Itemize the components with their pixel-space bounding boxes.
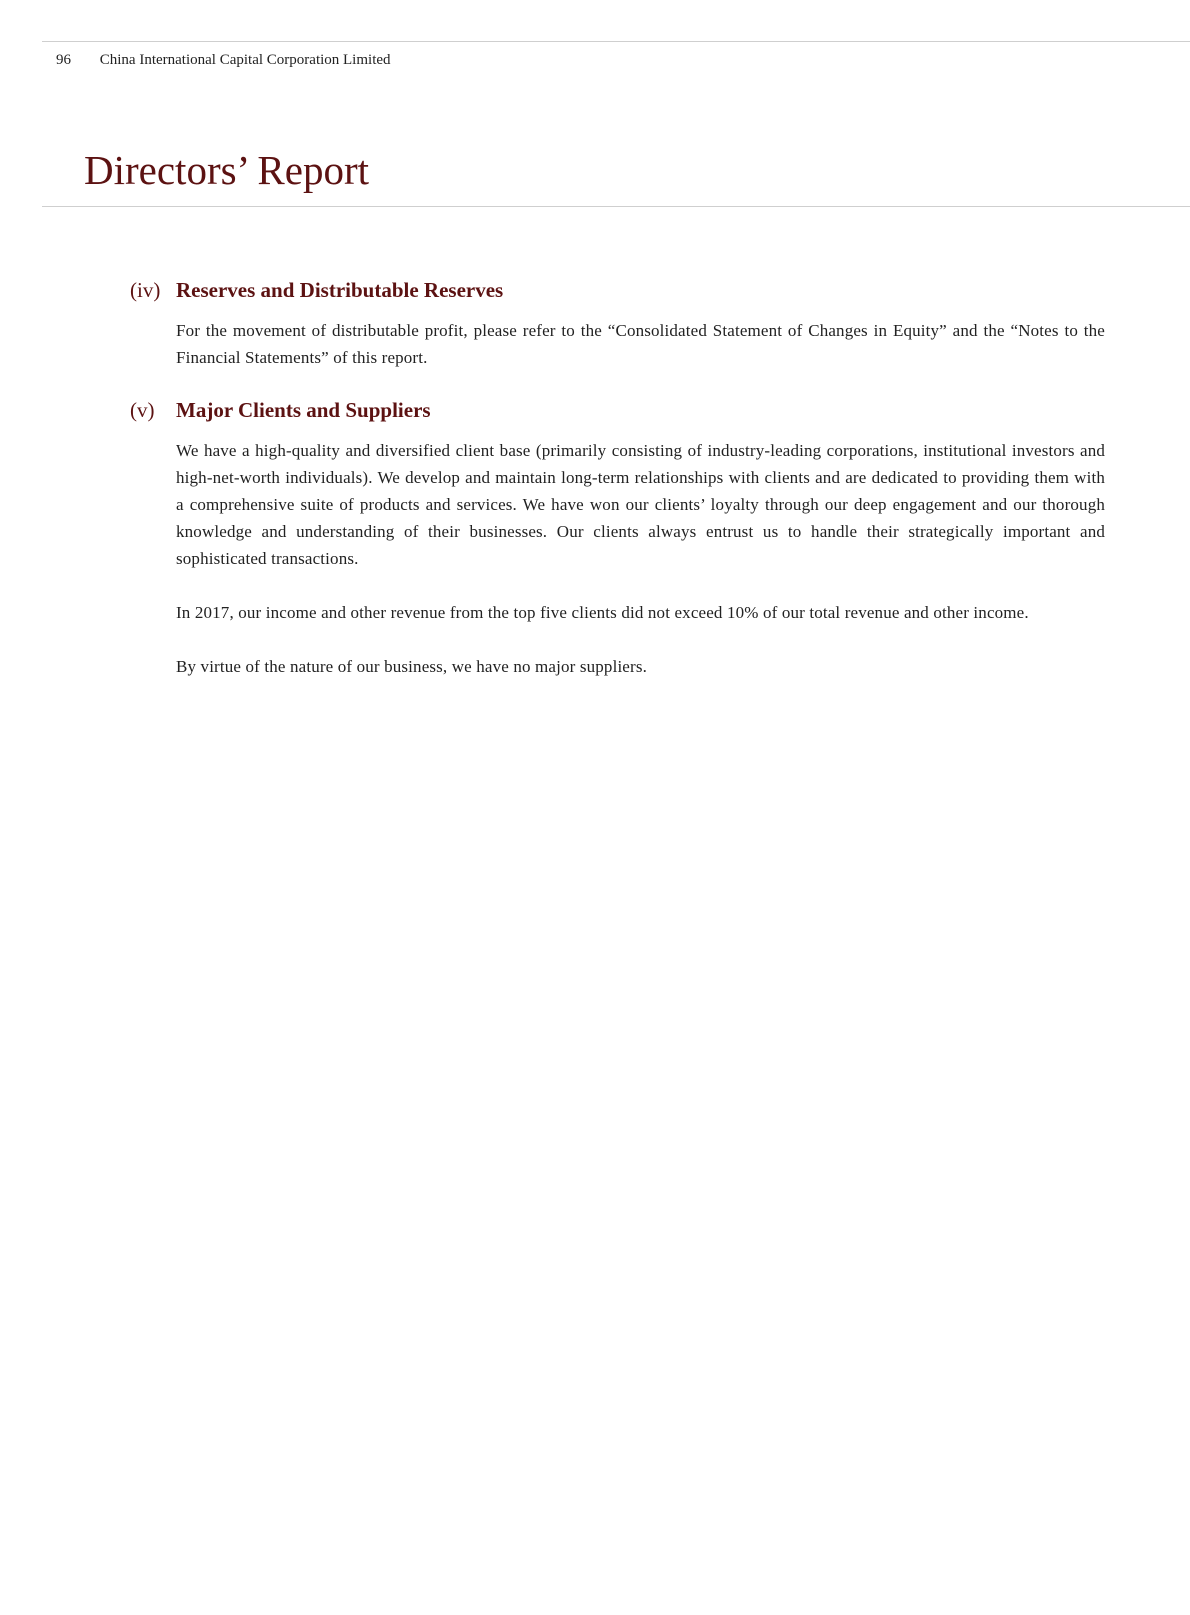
page-number: 96 [56, 52, 71, 68]
title-rule [42, 206, 1190, 207]
running-header [56, 52, 391, 69]
company-name: China International Capital Corporation Limited [99, 52, 391, 68]
section-heading [130, 398, 1105, 423]
paragraph: By virtue of the nature of our business, we have no major suppliers. [176, 657, 647, 676]
section-reserves [130, 278, 1105, 371]
header-rule [42, 41, 1190, 42]
section-number: (iv) [130, 278, 161, 302]
section-title: Major Clients and Suppliers [176, 398, 431, 422]
section-clients-suppliers [130, 398, 1105, 680]
paragraph: We have a high-quality and diversified client base (primarily consisting of industry-leading corporations, institutional investors and high-net-worth individuals). We develop and maintain long-term relationships with clients and are dedicated to providing them with a comprehensive suite of products and services. We have won our clients’ loyalty through our deep engagement and our thorough knowledge and understanding of their businesses. Our clients always entrust us to handle their strategically important and sophisticated transactions. [176, 441, 1105, 568]
report-body [130, 278, 1105, 707]
paragraph: For the movement of distributable profit, please refer to the “Consolidated Statement of Changes in Equity” and the “Notes to the Financial Statements” of this report. [176, 321, 1105, 367]
section-number: (v) [130, 398, 155, 422]
paragraph: In 2017, our income and other revenue from the top five clients did not exceed 10% of our total revenue and other income. [176, 603, 1029, 622]
section-heading [130, 278, 1105, 303]
page-title: Directors’ Report [84, 147, 369, 193]
section-title: Reserves and Distributable Reserves [176, 278, 504, 302]
